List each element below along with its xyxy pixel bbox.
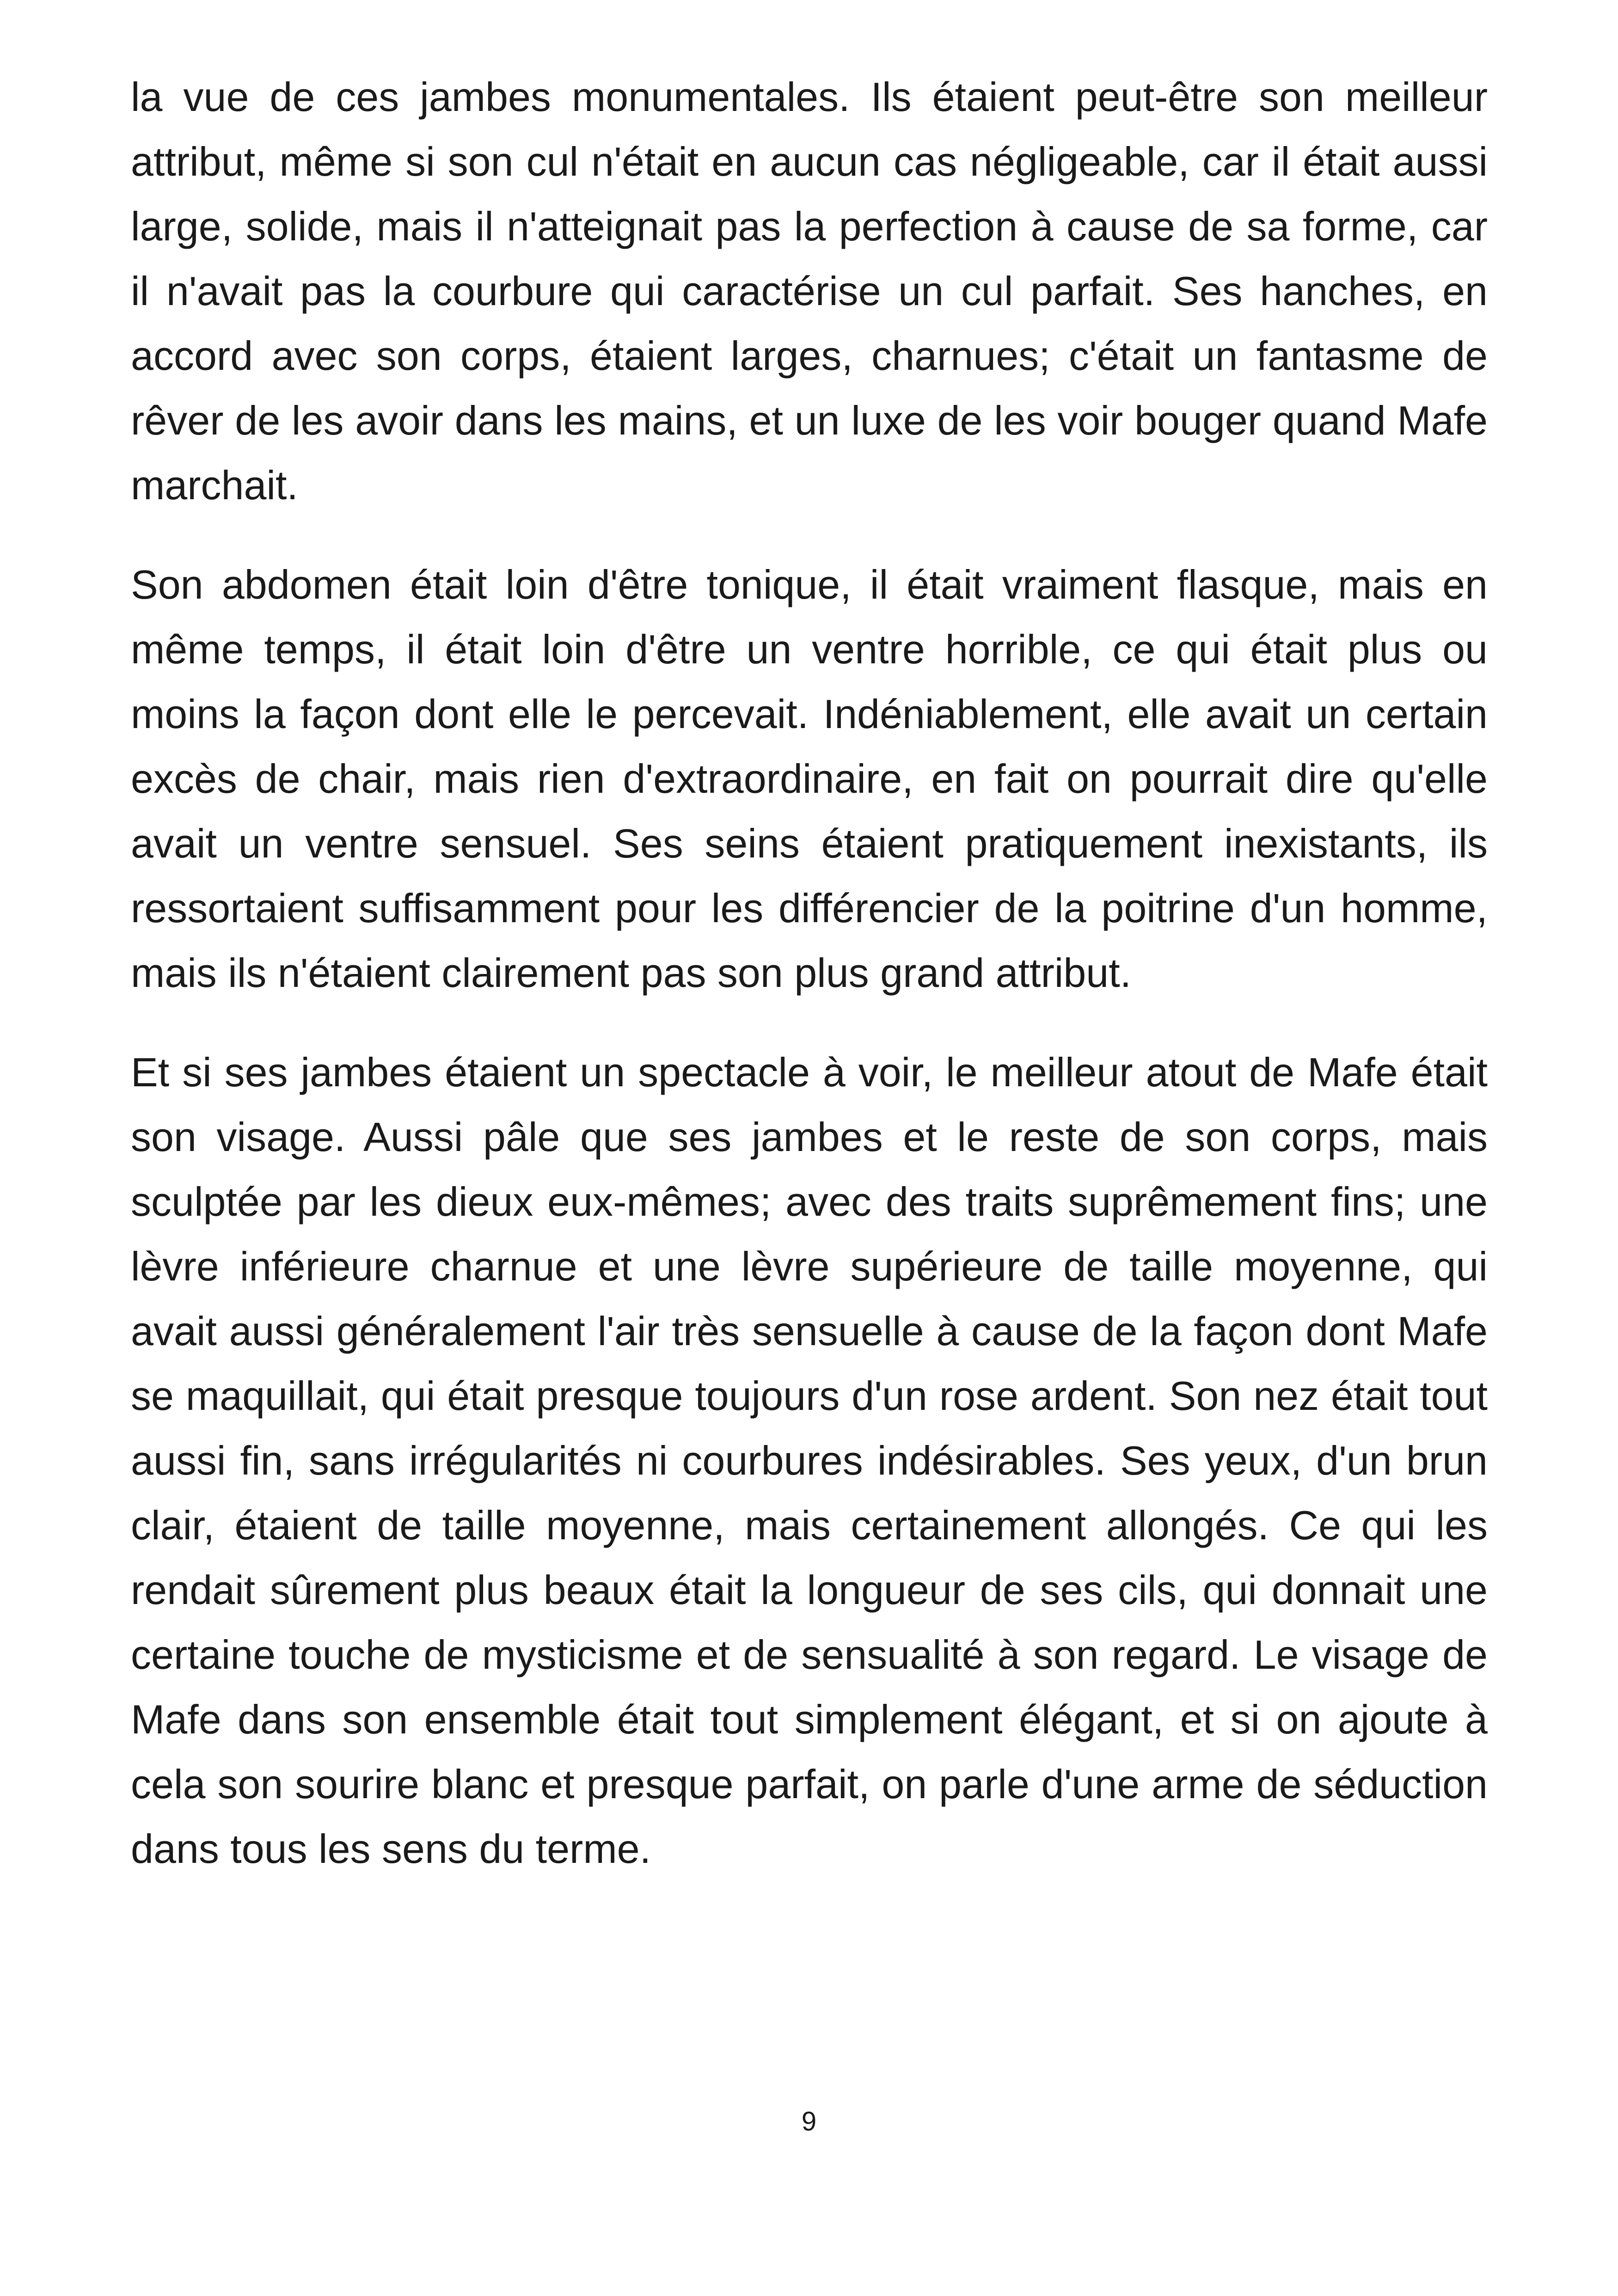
paragraph-3: Et si ses jambes étaient un spectacle à voir, le meilleur atout de Mafe était son visage. Aussi pâle que ses jambes et le reste de son corps, mais sculptée par les dieux eux-mêmes; avec des traits suprêmement fins; une lèvre inférieure charnue et une lèvre supérieure de taille moyenne, qui avait aussi généralement l'air très sensuelle à cause de la façon dont Mafe se maquillait, qui était presque toujours d'un rose ardent. Son nez était tout aussi fin, sans irrégularités ni courbures indésirables. Ses yeux, d'un brun clair, étaient de taille moyenne, mais certainement allongés. Ce qui les rendait sûrement plus beaux était la longueur de ses cils, qui donnait une certaine touche de mysticisme et de sensualité à son regard. Le visage de Mafe dans son ensemble était tout simplement élégant, et si on ajoute à cela son sourire blanc et presque parfait, on parle d'une arme de séduction dans tous les sens du terme. xyxy=(131,1049,1488,1872)
paragraph-1: la vue de ces jambes monumentales. Ils étaient peut-être son meilleur attribut, même si son cul n'était en aucun cas négligeable, car il était aussi large, solide, mais il n'atteignait pas la perfection à cause de sa forme, car il n'avait pas la courbure qui caractérise un cul parfait. Ses hanches, en accord avec son corps, étaient larges, charnues; c'était un fantasme de rêver de les avoir dans les mains, et un luxe de les voir bouger quand Mafe marchait. xyxy=(131,74,1488,508)
paragraph-2: Son abdomen était loin d'être tonique, il était vraiment flasque, mais en même temps, il était loin d'être un ventre horrible, ce qui était plus ou moins la façon dont elle le percevait. Indéniablement, elle avait un certain excès de chair, mais rien d'extraordinaire, en fait on pourrait dire qu'elle avait un ventre sensuel. Ses seins étaient pratiquement inexistants, ils ressortaient suffisamment pour les différencier de la poitrine d'un homme, mais ils n'étaient clairement pas son plus grand attribut. xyxy=(131,562,1488,996)
body-text xyxy=(131,65,1488,1916)
page-number: 9 xyxy=(801,2106,817,2137)
